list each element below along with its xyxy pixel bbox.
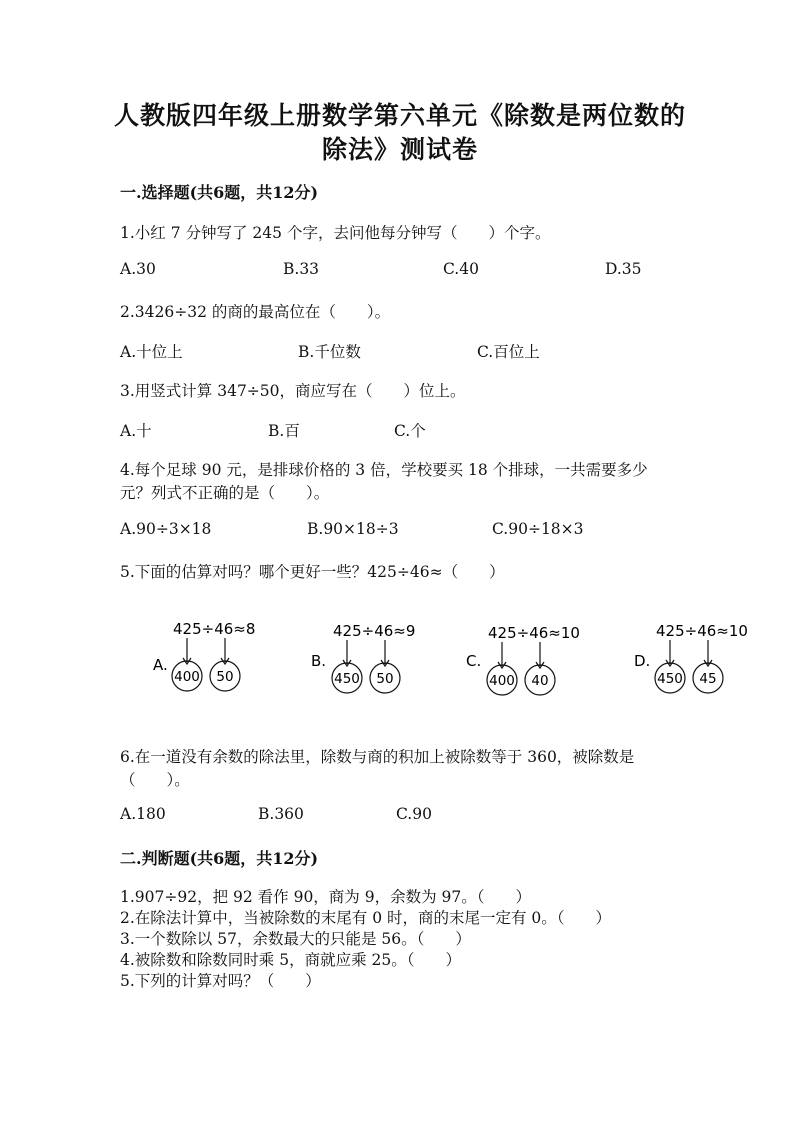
judgement-item-3: 3.一个数除以 57，余数最大的只能是 56。（ ） (120, 930, 471, 948)
q1-option-b: B.33 (283, 260, 320, 278)
q5-choice-c (462, 622, 602, 706)
q5-choice-letter: B. (311, 652, 327, 670)
q6-option-a: A.180 (120, 805, 166, 823)
q2-option-a: A.十位上 (120, 343, 183, 361)
q1-option-d: D.35 (605, 260, 642, 278)
q5-left-value: 450 (334, 671, 360, 687)
title-line-1: 人教版四年级上册数学第六单元《除数是两位数的 (113, 101, 686, 130)
q5-choice-expression: 425÷46≈10 (488, 624, 580, 642)
section-1-heading: 一.选择题(共6题，共12分) (120, 183, 319, 202)
q6-text-line-2: （ ）。 (120, 771, 190, 789)
q6-text-line-1: 6.在一道没有余数的除法里，除数与商的积加上被除数等于 360，被除数是 (120, 748, 635, 766)
q5-choice-letter: D. (634, 652, 651, 670)
judgement-item-4: 4.被除数和除数同时乘 5，商就应乘 25。（ ） (120, 951, 461, 969)
q3-option-a: A.十 (120, 422, 152, 440)
q1-option-a: A.30 (120, 260, 156, 278)
q4-text-line-2: 元？列式不正确的是（ ）。 (120, 484, 330, 502)
q3-option-b: B.百 (268, 422, 300, 440)
q5-choice-d (630, 620, 775, 704)
q5-right-value: 45 (699, 671, 717, 687)
q5-right-value: 50 (376, 671, 394, 687)
q5-right-value: 40 (531, 673, 549, 689)
q5-choice-letter: A. (153, 656, 168, 674)
q6-option-c: C.90 (396, 805, 432, 823)
q4-option-b: B.90×18÷3 (307, 520, 399, 538)
q5-choice-expression: 425÷46≈8 (173, 620, 256, 638)
q3-text: 3.用竖式计算 347÷50，商应写在（ ）位上。 (120, 382, 466, 400)
q4-option-c: C.90÷18×3 (492, 520, 584, 538)
judgement-item-1: 1.907÷92，把 92 看作 90，商为 9，余数为 97。（ ） (120, 888, 532, 906)
title-line-2: 除法》测试卷 (321, 135, 478, 164)
q2-option-b: B.千位数 (298, 343, 361, 361)
q5-right-value: 50 (216, 669, 234, 685)
q5-left-value: 400 (174, 669, 200, 685)
section-2-heading: 二.判断题(共6题，共12分) (120, 849, 319, 868)
q5-left-value: 450 (657, 671, 683, 687)
judgement-item-2: 2.在除法计算中，当被除数的末尾有 0 时，商的末尾一定有 0。（ ） (120, 909, 612, 927)
q4-text-line-1: 4.每个足球 90 元，是排球价格的 3 倍，学校要买 18 个排球，一共需要多少 (120, 461, 648, 479)
q5-text: 5.下面的估算对吗？哪个更好一些？425÷46≈（ ） (120, 563, 505, 581)
q5-choice-letter: C. (466, 652, 482, 670)
q5-choice-b (307, 620, 437, 704)
judgement-item-5: 5.下列的计算对吗？（ ） (120, 972, 321, 990)
q2-text: 2.3426÷32 的商的最高位在（ ）。 (120, 303, 391, 321)
q5-left-value: 400 (489, 673, 515, 689)
q5-choice-a (147, 618, 277, 702)
q3-option-c: C.个 (394, 422, 426, 440)
q1-text: 1.小红 7 分钟写了 245 个字，去问他每分钟写（ ）个字。 (120, 224, 551, 242)
q2-option-c: C.百位上 (477, 343, 540, 361)
q1-option-c: C.40 (443, 260, 479, 278)
q5-choice-expression: 425÷46≈9 (333, 622, 416, 640)
q6-option-b: B.360 (258, 805, 304, 823)
q4-option-a: A.90÷3×18 (120, 520, 212, 538)
q5-choice-expression: 425÷46≈10 (656, 622, 748, 640)
